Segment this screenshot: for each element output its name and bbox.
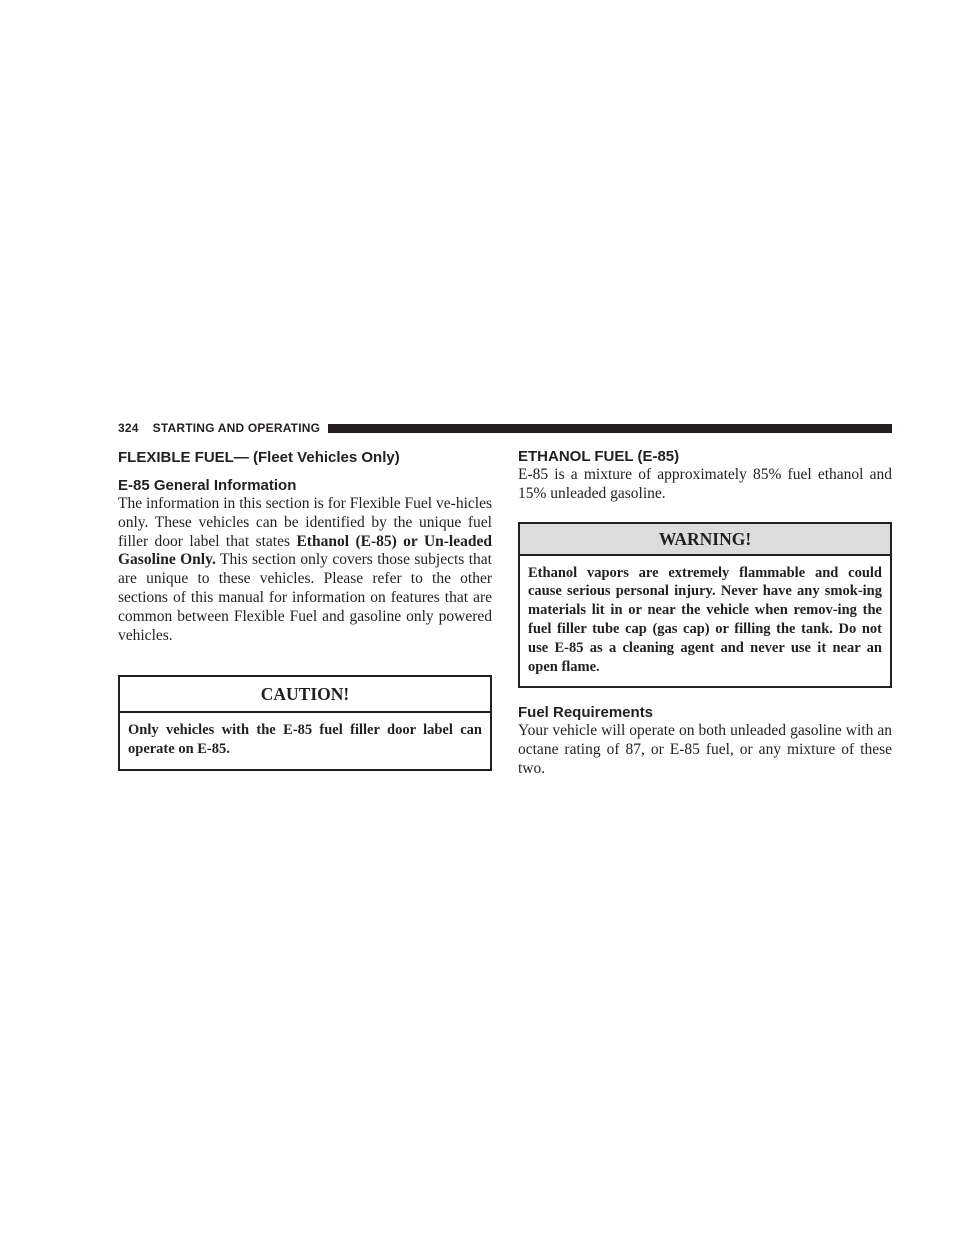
fuel-label-text: Ethanol (E-85) or Un-leaded Gasoline Only. xyxy=(118,532,492,569)
caution-body: Only vehicles with the E-85 fuel filler door label can operate on E-85. xyxy=(128,722,482,758)
warning-box xyxy=(518,522,892,689)
warning-title: WARNING! xyxy=(520,524,890,556)
general-info-text-1: The information in this section is for Flexible Fuel ve-hicles only. These vehicles can be identified by the unique fuel filler door label that states xyxy=(118,495,492,550)
general-info-paragraph xyxy=(118,495,492,645)
general-info-text-2: This section only covers those subjects that are unique to these vehicles. Please refer to the other sections of this manual for information on features that are common between Flexible Fuel and gasoline only powered vehicles. xyxy=(118,551,492,644)
left-column xyxy=(118,448,492,771)
fuel-requirements-heading: Fuel Requirements xyxy=(518,704,654,722)
right-column xyxy=(518,448,892,779)
section-title: STARTING AND OPERATING xyxy=(152,421,321,435)
caution-box xyxy=(118,675,492,771)
caution-title: CAUTION! xyxy=(120,677,490,713)
warning-body: Ethanol vapors are extremely flammable and could cause serious personal injury. Never have any smok-ing materials lit in or near the vehicle when remov-ing the fuel filler tube cap (gas cap) or filling the tank. Do not use E-85 as a cleaning agent and never use it near an open flame. xyxy=(528,564,882,675)
header-rule xyxy=(328,424,892,433)
fuel-requirements-paragraph: Your vehicle will operate on both unleaded gasoline with an octane rating of 87, or E-85 fuel, or any mixture of these two. xyxy=(518,722,892,777)
ethanol-paragraph: E-85 is a mixture of approximately 85% fuel ethanol and 15% unleaded gasoline. xyxy=(518,466,892,502)
ethanol-fuel-heading: ETHANOL FUEL (E-85) xyxy=(518,448,680,465)
flexible-fuel-heading: FLEXIBLE FUEL— (Fleet Vehicles Only) xyxy=(118,449,400,466)
page-number: 324 xyxy=(118,421,139,435)
page-header xyxy=(118,420,892,436)
e85-general-info-heading: E-85 General Information xyxy=(118,477,297,494)
